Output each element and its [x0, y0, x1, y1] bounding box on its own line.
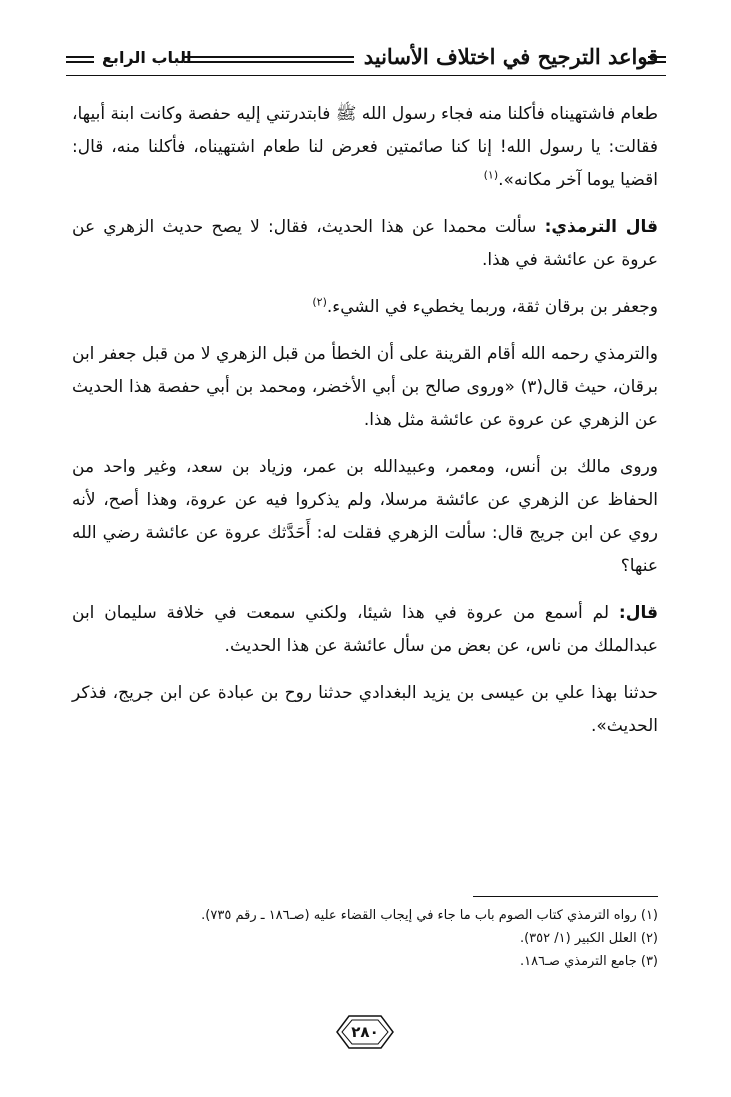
paragraph: [72, 338, 658, 437]
header-divider: [66, 75, 666, 76]
paragraph: [72, 98, 658, 197]
footnote: (٢) العلل الكبير (١/ ٣٥٢).: [519, 931, 658, 946]
header-ornament-rule: [184, 56, 354, 63]
page-number-text: ٢٨٠: [351, 1023, 379, 1041]
footnote-marker: (٢): [312, 295, 327, 309]
paragraph-text: والترمذي رحمه الله أقام القرينة على أن الخطأ من قبل الزهري لا من قبل جعفر ابن برقان، حيث قال(٣) «وروى صالح بن أبي الأخضر، ومحمد بن أبي حفصة هذا الحديث عن الزهري عن عروة عن عائشة مثل هذا.: [72, 344, 658, 430]
header-ornament-rule: [66, 56, 94, 63]
paragraph-lead: قال الترمذي:: [544, 217, 658, 237]
paragraph: [72, 451, 658, 583]
paragraph: [72, 291, 658, 324]
footnote: (١) رواه الترمذي كتاب الصوم باب ما جاء في إيجاب القضاء عليه (صـ١٨٦ ـ رقم ٧٣٥).: [201, 908, 658, 923]
paragraph-text: حدثنا بهذا علي بن عيسى بن يزيد البغدادي حدثنا روح بن عبادة عن ابن جريج، فذكر الحديث».: [72, 683, 658, 736]
paragraph-text: وجعفر بن برقان ثقة، وربما يخطيء في الشيء.: [326, 297, 658, 317]
page-number: [333, 1012, 397, 1052]
footnote-divider: [473, 896, 658, 897]
footnote-marker: (١): [483, 168, 499, 182]
paragraph-text: سألت محمدا عن هذا الحديث، فقال: لا يصح حديث الزهري عن عروة عن عائشة في هذا.: [72, 217, 658, 270]
paragraph: [72, 597, 658, 663]
footnotes: [72, 904, 658, 973]
footnote: (٣) جامع الترمذي صـ١٨٦.: [520, 954, 658, 969]
running-title: قواعد الترجيح في اختلاف الأسانيد: [363, 44, 659, 69]
main-text: [72, 98, 658, 757]
paragraph-text: لم أسمع من عروة في هذا شيئا، ولكني سمعت في خلافة سليمان ابن عبدالملك من ناس، عن بعض من سأل عائشة عن هذا الحديث.: [72, 603, 658, 656]
paragraph-text: طعام فاشتهيناه فأكلنا منه فجاء رسول الله ﷺ فابتدرتني إليه حفصة وكانت ابنة أبيها، فقالت: يا رسول الله! إنا كنا صائمتين فعرض لنا طعام اشتهيناه، فأكلنا منه، قال: اقضيا يوما آخر مكانه».: [72, 104, 658, 190]
paragraph-lead: قال:: [618, 603, 658, 623]
paragraph: [72, 677, 658, 743]
chapter-label: الباب الرابع: [102, 48, 192, 67]
page-header: [66, 42, 666, 78]
paragraph: [72, 211, 658, 277]
paragraph-text: وروى مالك بن أنس، ومعمر، وعبيدالله بن عمر، وزياد بن سعد، وغير واحد من الحفاظ عن الزهري عن عائشة مرسلا، ولم يذكروا فيه عن عروة، وهذا أصح، لأنه روي عن ابن جريج قال: سألت الزهري فقلت له: أَحَدَّثك عروة عن عائشة رضي الله عنها؟: [72, 457, 658, 576]
